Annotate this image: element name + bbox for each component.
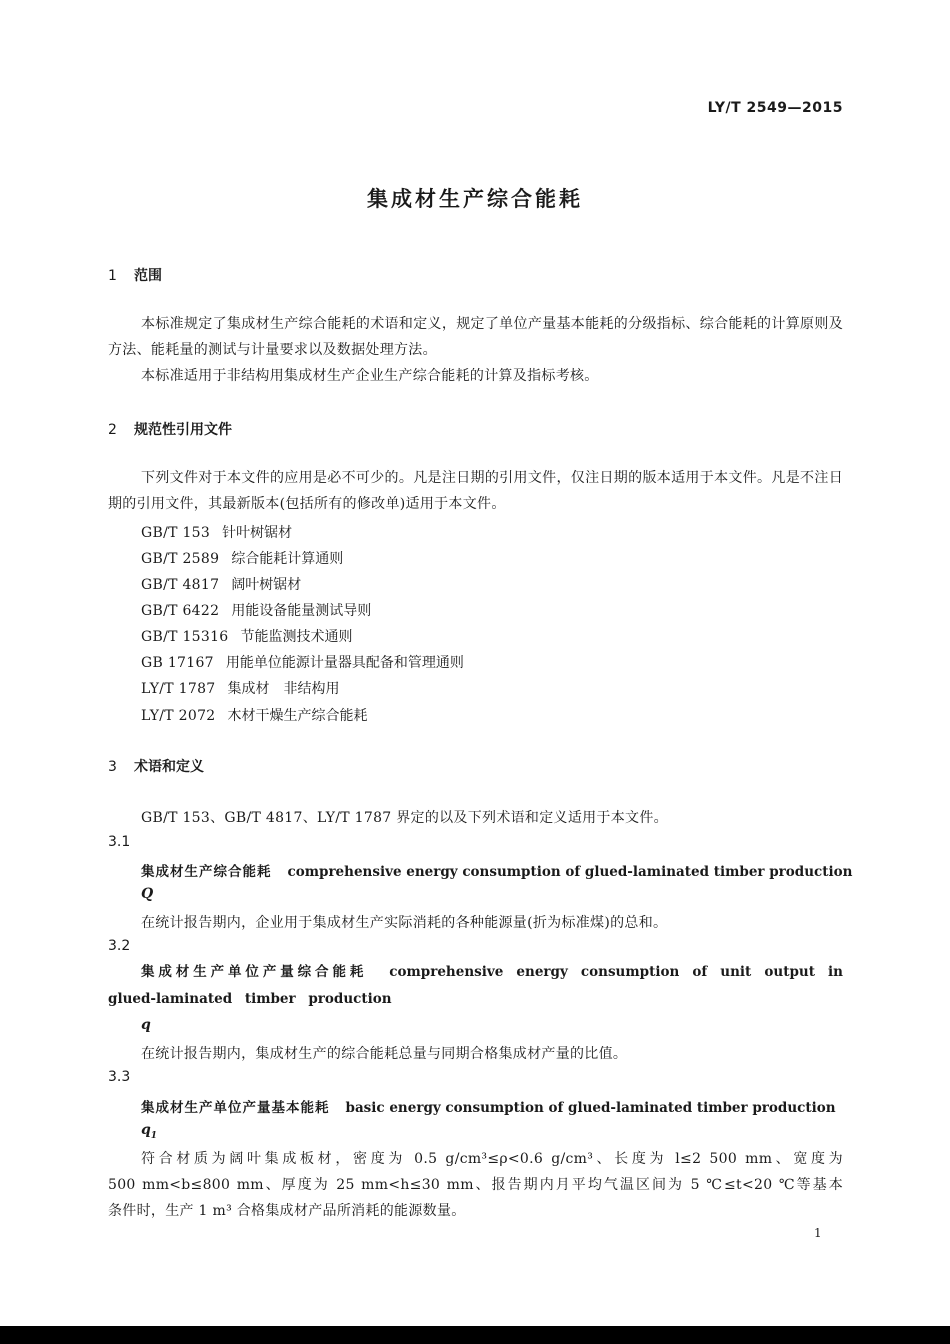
- term-heading: 集成材生产综合能耗 comprehensive energy consumption of glued-laminated timber production: [141, 864, 853, 880]
- scope-paragraph-1: 本标准规定了集成材生产综合能耗的术语和定义，规定了单位产量基本能耗的分级指标、综合能耗的计算原则及方法、能耗量的测试与计量要求以及数据处理方法。: [108, 316, 843, 358]
- reference-item: GB/T 6422 用能设备能量测试导则: [141, 603, 372, 619]
- section-heading-1: 1 范围: [108, 268, 162, 284]
- term-heading: 集成材生产单位产量综合能耗 comprehensive energy consumption of unit output in glued-laminated timber production: [108, 964, 843, 1007]
- term-definition-line: 符合材质为阔叶集成板材，密度为 0.5 g/cm³≤ρ<0.6 g/cm³、长度为 l≤2 500 mm、宽度为: [141, 1151, 843, 1167]
- reference-item: GB/T 15316 节能监测技术通则: [141, 629, 353, 645]
- reference-item: LY/T 2072 木材干燥生产综合能耗: [141, 708, 368, 724]
- section-heading-2: 2 规范性引用文件: [108, 422, 232, 438]
- term-definition-line: 条件时，生产 1 m³ 合格集成材产品所消耗的能源数量。: [108, 1203, 466, 1219]
- term-number: 3.2: [108, 938, 131, 954]
- page-number: 1: [814, 1226, 822, 1240]
- term-symbol: Q: [141, 886, 154, 902]
- term-definition: 在统计报告期内，企业用于集成材生产实际消耗的各种能源量(折为标准煤)的总和。: [141, 915, 668, 931]
- term-definition-line: 500 mm<b≤800 mm、厚度为 25 mm<h≤30 mm、报告期内月平均气温区间为 5 ℃≤t<20 ℃等基本: [108, 1177, 843, 1193]
- reference-item: GB/T 4817 阔叶树锯材: [141, 577, 302, 593]
- term-number: 3.1: [108, 834, 131, 850]
- bottom-border: [0, 1326, 950, 1344]
- term-definition: 在统计报告期内，集成材生产的综合能耗总量与同期合格集成材产量的比值。: [141, 1046, 628, 1062]
- scope-paragraph-2: 本标准适用于非结构用集成材生产企业生产综合能耗的计算及指标考核。: [141, 368, 599, 384]
- term-symbol: $q_1$: [141, 1122, 158, 1141]
- section-heading-3: 3 术语和定义: [108, 759, 204, 775]
- document-title: 集成材生产综合能耗: [367, 187, 583, 211]
- references-intro-paragraph: 下列文件对于本文件的应用是必不可少的。凡是注日期的引用文件，仅注日期的版本适用于本文件。凡是不注日期的引用文件，其最新版本(包括所有的修改单)适用于本文件。: [108, 470, 843, 512]
- standard-code: LY/T 2549—2015: [707, 100, 843, 116]
- term-heading: 集成材生产单位产量基本能耗 basic energy consumption of glued-laminated timber production: [141, 1100, 836, 1116]
- term-number: 3.3: [108, 1069, 131, 1085]
- reference-item: GB/T 153 针叶树锯材: [141, 525, 293, 541]
- reference-item: GB/T 2589 综合能耗计算通则: [141, 551, 344, 567]
- term-symbol: q: [141, 1017, 151, 1033]
- reference-item: GB 17167 用能单位能源计量器具配备和管理通则: [141, 655, 464, 671]
- terms-intro-paragraph: GB/T 153、GB/T 4817、LY/T 1787 界定的以及下列术语和定义适用于本文件。: [141, 810, 668, 826]
- reference-item: LY/T 1787 集成材 非结构用: [141, 681, 340, 697]
